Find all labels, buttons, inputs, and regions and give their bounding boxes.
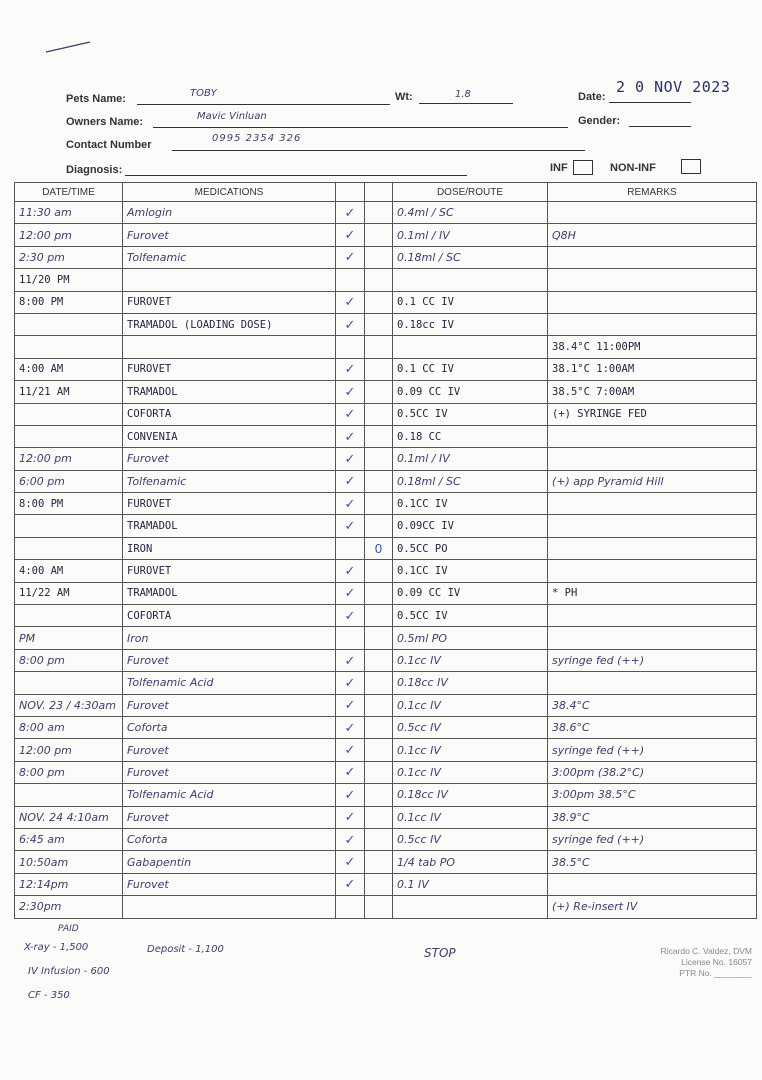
row-remarks: 38.5°C 7:00AM xyxy=(548,381,757,403)
contact-value: 0995 2354 326 xyxy=(212,133,302,144)
row-check-2 xyxy=(365,493,393,515)
row-remarks xyxy=(548,560,757,582)
header-check-1 xyxy=(336,183,365,202)
row-time xyxy=(15,515,123,537)
row-check-mark: ✓ xyxy=(336,313,365,335)
table-row xyxy=(15,896,757,918)
row-dose-route: 0.18cc IV xyxy=(393,672,548,694)
row-check-mark: ✓ xyxy=(336,493,365,515)
iv-infusion-charge: IV Infusion - 600 xyxy=(28,966,110,977)
row-time xyxy=(15,537,123,559)
contact-label: Contact Number xyxy=(66,139,152,151)
table-row xyxy=(15,291,757,313)
row-medication: Furovet xyxy=(123,806,336,828)
row-time: 11/20 PM xyxy=(15,269,123,291)
row-check-mark: ✓ xyxy=(336,224,365,246)
row-check-mark: ✓ xyxy=(336,448,365,470)
header-datetime: DATE/TIME xyxy=(15,183,123,202)
row-check-2 xyxy=(365,269,393,291)
row-medication: Furovet xyxy=(123,224,336,246)
row-check-2 xyxy=(365,381,393,403)
row-check-mark: ✓ xyxy=(336,873,365,895)
gender-label: Gender: xyxy=(578,115,621,127)
row-dose-route: 0.5cc IV xyxy=(393,828,548,850)
row-remarks xyxy=(548,202,757,224)
row-time xyxy=(15,672,123,694)
row-remarks xyxy=(548,873,757,895)
table-row xyxy=(15,336,757,358)
row-remarks: 38.6°C xyxy=(548,716,757,738)
row-remarks xyxy=(548,493,757,515)
row-check-mark: ✓ xyxy=(336,694,365,716)
table-row xyxy=(15,224,757,246)
row-medication xyxy=(123,269,336,291)
row-medication: Tolfenamic Acid xyxy=(123,672,336,694)
row-remarks xyxy=(548,672,757,694)
row-time: 8:00 pm xyxy=(15,761,123,783)
row-time xyxy=(15,336,123,358)
row-medication: Tolfenamic xyxy=(123,246,336,268)
row-remarks xyxy=(548,425,757,447)
row-remarks: (+) app Pyramid Hill xyxy=(548,470,757,492)
row-check-mark: ✓ xyxy=(336,291,365,313)
row-check-2 xyxy=(365,672,393,694)
row-check-2 xyxy=(365,627,393,649)
row-check-2 xyxy=(365,560,393,582)
row-check-mark xyxy=(336,336,365,358)
row-remarks xyxy=(548,627,757,649)
table-row xyxy=(15,627,757,649)
paid-note: PAID xyxy=(58,924,79,934)
row-dose-route xyxy=(393,336,548,358)
table-row xyxy=(15,269,757,291)
row-check-2 xyxy=(365,806,393,828)
row-dose-route: 0.1cc IV xyxy=(393,761,548,783)
date-label: Date: xyxy=(578,91,606,103)
xray-charge: X-ray - 1,500 xyxy=(24,942,89,953)
cf-charge: CF - 350 xyxy=(28,990,70,1001)
table-row xyxy=(15,448,757,470)
stop-note: STOP xyxy=(424,946,456,960)
row-check-mark: ✓ xyxy=(336,672,365,694)
table-row xyxy=(15,560,757,582)
row-time: 12:14pm xyxy=(15,873,123,895)
row-medication: Furovet xyxy=(123,448,336,470)
row-dose-route: 0.09 CC IV xyxy=(393,381,548,403)
row-remarks: (+) SYRINGE FED xyxy=(548,403,757,425)
row-dose-route: 0.1cc IV xyxy=(393,649,548,671)
wt-value: 1.8 xyxy=(455,89,471,100)
row-dose-route: 0.18ml / SC xyxy=(393,470,548,492)
table-row xyxy=(15,761,757,783)
row-check-2 xyxy=(365,873,393,895)
row-medication: TRAMADOL xyxy=(123,381,336,403)
row-dose-route: 0.4ml / SC xyxy=(393,202,548,224)
row-check-mark: ✓ xyxy=(336,649,365,671)
row-check-mark: ✓ xyxy=(336,784,365,806)
row-check-2 xyxy=(365,739,393,761)
row-check-mark: ✓ xyxy=(336,716,365,738)
row-medication: IRON xyxy=(123,537,336,559)
row-remarks xyxy=(548,448,757,470)
owners-name-label: Owners Name: xyxy=(66,116,144,128)
row-medication: Tolfenamic Acid xyxy=(123,784,336,806)
row-time: 4:00 AM xyxy=(15,358,123,380)
noninf-label: NON-INF xyxy=(610,162,656,174)
row-dose-route: 0.1ml / IV xyxy=(393,448,548,470)
row-check-mark: ✓ xyxy=(336,806,365,828)
row-time: 11/22 AM xyxy=(15,582,123,604)
row-medication: CONVENIA xyxy=(123,425,336,447)
row-remarks xyxy=(548,291,757,313)
row-check-2 xyxy=(365,202,393,224)
row-medication: FUROVET xyxy=(123,560,336,582)
table-row xyxy=(15,828,757,850)
row-dose-route: 0.5CC IV xyxy=(393,403,548,425)
row-dose-route: 0.1CC IV xyxy=(393,493,548,515)
table-row xyxy=(15,470,757,492)
row-dose-route: 0.1 CC IV xyxy=(393,358,548,380)
row-check-2 xyxy=(365,896,393,918)
table-row xyxy=(15,806,757,828)
row-dose-route: 0.1 IV xyxy=(393,873,548,895)
table-row xyxy=(15,716,757,738)
row-dose-route: 0.09 CC IV xyxy=(393,582,548,604)
row-check-2 xyxy=(365,291,393,313)
row-check-mark: ✓ xyxy=(336,582,365,604)
table-row xyxy=(15,202,757,224)
row-time: 11:30 am xyxy=(15,202,123,224)
row-time: 8:00 am xyxy=(15,716,123,738)
row-time: 4:00 AM xyxy=(15,560,123,582)
table-row xyxy=(15,672,757,694)
row-check-2 xyxy=(365,605,393,627)
row-dose-route: 0.1ml / IV xyxy=(393,224,548,246)
table-row xyxy=(15,873,757,895)
row-check-2 xyxy=(365,649,393,671)
row-dose-route: 0.1cc IV xyxy=(393,694,548,716)
row-check-2 xyxy=(365,515,393,537)
row-remarks: Q8H xyxy=(548,224,757,246)
table-row xyxy=(15,694,757,716)
inf-checkbox[interactable] xyxy=(573,160,593,175)
row-medication: TRAMADOL xyxy=(123,515,336,537)
row-check-2 xyxy=(365,224,393,246)
row-medication: Furovet xyxy=(123,873,336,895)
row-check-mark: ✓ xyxy=(336,605,365,627)
row-time: PM xyxy=(15,627,123,649)
row-medication: COFORTA xyxy=(123,403,336,425)
row-check-mark: ✓ xyxy=(336,403,365,425)
noninf-checkbox[interactable] xyxy=(681,159,701,174)
row-time: 8:00 PM xyxy=(15,291,123,313)
row-time: 11/21 AM xyxy=(15,381,123,403)
table-row xyxy=(15,582,757,604)
chart-header-row xyxy=(15,183,757,202)
row-dose-route: 0.18ml / SC xyxy=(393,246,548,268)
row-dose-route: 0.18cc IV xyxy=(393,784,548,806)
inf-label: INF xyxy=(550,162,568,174)
row-remarks xyxy=(548,605,757,627)
row-medication: Furovet xyxy=(123,739,336,761)
row-check-2 xyxy=(365,694,393,716)
row-check-2 xyxy=(365,403,393,425)
row-remarks: syringe fed (++) xyxy=(548,649,757,671)
row-check-mark: ✓ xyxy=(336,246,365,268)
row-time: 10:50am xyxy=(15,851,123,873)
row-medication: FUROVET xyxy=(123,493,336,515)
row-check-2 xyxy=(365,448,393,470)
row-remarks: syringe fed (++) xyxy=(548,828,757,850)
row-check-2 xyxy=(365,358,393,380)
row-medication: Furovet xyxy=(123,761,336,783)
row-check-2 xyxy=(365,582,393,604)
header-check-2 xyxy=(365,183,393,202)
row-medication: Coforta xyxy=(123,828,336,850)
table-row xyxy=(15,381,757,403)
row-time xyxy=(15,784,123,806)
pen-mark xyxy=(44,38,94,56)
table-row xyxy=(15,403,757,425)
row-time: 12:00 pm xyxy=(15,739,123,761)
row-remarks: 38.1°C 1:00AM xyxy=(548,358,757,380)
table-row xyxy=(15,739,757,761)
table-row xyxy=(15,515,757,537)
header-remarks: REMARKS xyxy=(548,183,757,202)
row-remarks: * PH xyxy=(548,582,757,604)
diagnosis-label: Diagnosis: xyxy=(66,164,123,176)
row-check-mark: ✓ xyxy=(336,381,365,403)
row-check-mark: ✓ xyxy=(336,425,365,447)
row-check-2 xyxy=(365,470,393,492)
vet-stamp-license: License No. 16057 xyxy=(681,957,752,967)
vet-stamp-ptr: PTR No. ________ xyxy=(679,968,752,978)
row-dose-route: 0.1cc IV xyxy=(393,806,548,828)
pets-name-value: TOBY xyxy=(190,88,217,99)
row-check-mark: ✓ xyxy=(336,470,365,492)
row-check-2 xyxy=(365,716,393,738)
pets-name-label: Pets Name: xyxy=(66,93,126,105)
table-row xyxy=(15,425,757,447)
row-remarks: 38.4°C xyxy=(548,694,757,716)
row-check-mark: ✓ xyxy=(336,739,365,761)
row-check-2 xyxy=(365,425,393,447)
header-medications: MEDICATIONS xyxy=(123,183,336,202)
row-remarks xyxy=(548,313,757,335)
row-time xyxy=(15,403,123,425)
row-dose-route: 0.09CC IV xyxy=(393,515,548,537)
row-dose-route: 0.1cc IV xyxy=(393,739,548,761)
row-medication xyxy=(123,336,336,358)
row-dose-route xyxy=(393,896,548,918)
row-remarks: 38.4°C 11:00PM xyxy=(548,336,757,358)
table-row xyxy=(15,246,757,268)
row-check-mark: ✓ xyxy=(336,358,365,380)
row-remarks xyxy=(548,537,757,559)
row-dose-route: 1/4 tab PO xyxy=(393,851,548,873)
row-medication: FUROVET xyxy=(123,291,336,313)
row-check-2 xyxy=(365,246,393,268)
row-check-2 xyxy=(365,851,393,873)
row-check-mark: ✓ xyxy=(336,828,365,850)
row-remarks: 3:00pm (38.2°C) xyxy=(548,761,757,783)
row-check-mark xyxy=(336,896,365,918)
row-remarks: 38.9°C xyxy=(548,806,757,828)
row-time xyxy=(15,605,123,627)
row-dose-route: 0.5ml PO xyxy=(393,627,548,649)
row-medication: Gabapentin xyxy=(123,851,336,873)
row-remarks xyxy=(548,515,757,537)
row-dose-route: 0.1 CC IV xyxy=(393,291,548,313)
row-check-2 xyxy=(365,784,393,806)
table-row xyxy=(15,649,757,671)
row-time: NOV. 23 / 4:30am xyxy=(15,694,123,716)
medication-chart xyxy=(14,182,757,919)
row-medication: TRAMADOL (LOADING DOSE) xyxy=(123,313,336,335)
header-dose-route: DOSE/ROUTE xyxy=(393,183,548,202)
row-dose-route: 0.1CC IV xyxy=(393,560,548,582)
row-time xyxy=(15,425,123,447)
row-medication: Furovet xyxy=(123,694,336,716)
row-time: 12:00 pm xyxy=(15,224,123,246)
row-remarks: syringe fed (++) xyxy=(548,739,757,761)
table-row xyxy=(15,493,757,515)
vet-stamp xyxy=(600,946,752,979)
row-check-mark: ✓ xyxy=(336,202,365,224)
row-check-2 xyxy=(365,336,393,358)
row-check-2: 0 xyxy=(365,537,393,559)
row-check-2 xyxy=(365,313,393,335)
row-dose-route xyxy=(393,269,548,291)
vet-stamp-name: Ricardo C. Valdez, DVM xyxy=(660,946,752,956)
row-remarks xyxy=(548,246,757,268)
row-dose-route: 0.18 CC xyxy=(393,425,548,447)
row-check-mark: ✓ xyxy=(336,515,365,537)
row-remarks: (+) Re-insert IV xyxy=(548,896,757,918)
row-check-2 xyxy=(365,828,393,850)
row-time: 8:00 pm xyxy=(15,649,123,671)
row-medication: Coforta xyxy=(123,716,336,738)
table-row xyxy=(15,537,757,559)
row-dose-route: 0.5cc IV xyxy=(393,716,548,738)
deposit-charge: Deposit - 1,100 xyxy=(147,944,224,955)
table-row xyxy=(15,605,757,627)
row-medication: Tolfenamic xyxy=(123,470,336,492)
row-dose-route: 0.5CC IV xyxy=(393,605,548,627)
row-time: 2:30 pm xyxy=(15,246,123,268)
date-stamp: 2 0 NOV 2023 xyxy=(616,78,731,96)
row-time: NOV. 24 4:10am xyxy=(15,806,123,828)
owners-name-value: Mavic Vinluan xyxy=(197,111,267,122)
row-remarks xyxy=(548,269,757,291)
row-medication xyxy=(123,896,336,918)
row-time: 12:00 pm xyxy=(15,448,123,470)
row-dose-route: 0.18cc IV xyxy=(393,313,548,335)
row-medication: FUROVET xyxy=(123,358,336,380)
row-medication: COFORTA xyxy=(123,605,336,627)
row-check-mark xyxy=(336,269,365,291)
row-check-2 xyxy=(365,761,393,783)
row-medication: Amlogin xyxy=(123,202,336,224)
table-row xyxy=(15,784,757,806)
row-check-mark: ✓ xyxy=(336,560,365,582)
row-check-mark: ✓ xyxy=(336,761,365,783)
row-time: 6:00 pm xyxy=(15,470,123,492)
row-medication: TRAMADOL xyxy=(123,582,336,604)
row-check-mark xyxy=(336,627,365,649)
row-check-mark xyxy=(336,537,365,559)
table-row xyxy=(15,313,757,335)
wt-label: Wt: xyxy=(395,91,413,103)
row-remarks: 38.5°C xyxy=(548,851,757,873)
table-row xyxy=(15,851,757,873)
row-time: 2:30pm xyxy=(15,896,123,918)
row-remarks: 3:00pm 38.5°C xyxy=(548,784,757,806)
row-medication: Furovet xyxy=(123,649,336,671)
row-check-mark: ✓ xyxy=(336,851,365,873)
table-row xyxy=(15,358,757,380)
row-medication: Iron xyxy=(123,627,336,649)
row-time: 6:45 am xyxy=(15,828,123,850)
row-time: 8:00 PM xyxy=(15,493,123,515)
row-dose-route: 0.5CC PO xyxy=(393,537,548,559)
row-time xyxy=(15,313,123,335)
